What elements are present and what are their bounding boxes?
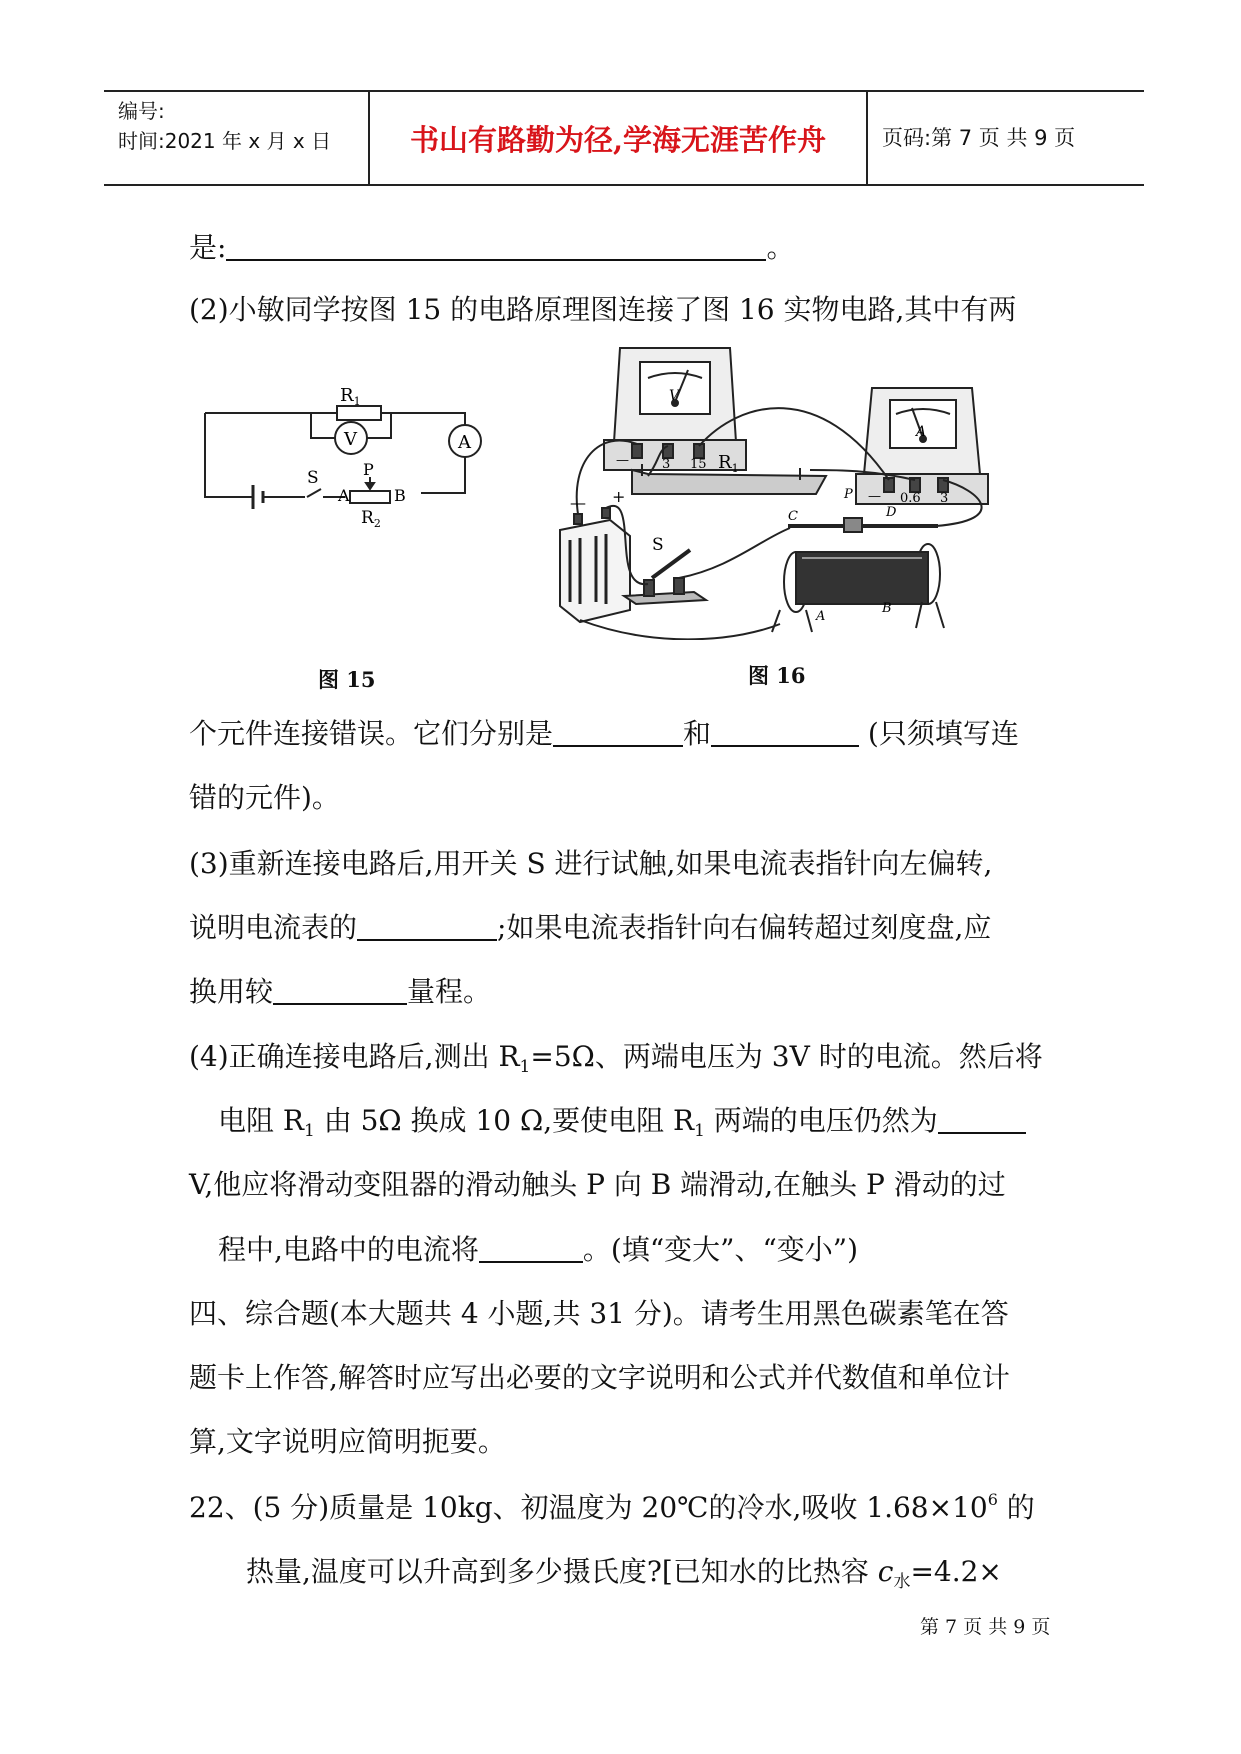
answer-blank <box>479 1237 583 1263</box>
fig15-end-a-label: A <box>338 486 350 505</box>
fig16-voltmeter-label: V <box>669 388 680 404</box>
fig15-label-r1: $R_1$ <box>340 385 361 408</box>
fig16-voltmeter-15: 15 <box>690 457 707 472</box>
text-line-12: 四、综合题(本大题共 4 小题,共 31 分)。请考生用黑色碳素笔在答 <box>189 1297 1009 1330</box>
header-page-info: 页码:第 7 页 共 9 页 <box>882 126 1076 150</box>
fig16-end-d-label: D <box>886 505 897 520</box>
fig16-voltmeter-minus: — <box>616 453 629 468</box>
text-line-6: 说明电流表的 ;如果电流表指针向右偏转超过刻度盘,应 <box>189 911 992 944</box>
text-line-5: (3)重新连接电路后,用开关 S 进行试触,如果电流表指针向左偏转, <box>189 847 993 880</box>
answer-blank <box>938 1108 1026 1134</box>
answer-blank <box>273 979 407 1005</box>
fig16-voltmeter-3: 3 <box>662 457 671 472</box>
fig16-label-r1: $R_1$ <box>718 452 739 475</box>
text-line-13: 题卡上作答,解答时应写出必要的文字说明和公式并代数值和单位计 <box>189 1361 1010 1394</box>
text-line-11: 程中,电路中的电流将 。(填“变大”、“变小”) <box>218 1233 859 1266</box>
fig16-end-c-label: C <box>788 509 798 524</box>
answer-blank <box>711 721 859 747</box>
fig16-ammeter-label: A <box>916 424 927 440</box>
text-line-9: 电阻 $R_1$ 由 5Ω 换成 10 Ω,要使电阻 $R_1$ 两端的电压仍然为 <box>218 1099 1026 1141</box>
fig16-caption: 图 16 <box>748 663 806 688</box>
fig15-caption: 图 15 <box>318 667 376 692</box>
text-line-4: 错的元件)。 <box>189 781 340 814</box>
text-line-2: (2)小敏同学按图 15 的电路原理图连接了图 16 实物电路,其中有两 <box>189 293 1017 326</box>
fig16-battery-minus: — <box>570 493 586 512</box>
text-line-7: 换用较 量程。 <box>189 975 492 1008</box>
fig16-switch-label: S <box>652 535 664 555</box>
fig16-ammeter-0-6: 0.6 <box>900 491 921 506</box>
answer-blank <box>357 915 497 941</box>
fig15-end-b-label: B <box>394 486 406 505</box>
header-motto: 书山有路勤为径,学海无涯苦作舟 <box>368 92 868 184</box>
page-header <box>104 90 1144 186</box>
header-time: 时间:2021 年 x 月 x 日 <box>118 129 332 153</box>
fig16-ammeter-3: 3 <box>940 491 949 506</box>
fig15-voltmeter-label: V <box>344 429 357 450</box>
fig16-end-a-label: A <box>816 609 826 624</box>
header-number: 编号: <box>118 99 165 123</box>
text-line-10: V,他应将滑动变阻器的滑动触头 P 向 B 端滑动,在触头 P 滑动的过 <box>189 1168 1006 1201</box>
answer-blank <box>553 721 683 747</box>
fig16-end-b-label: B <box>882 601 892 616</box>
text-line-3: 个元件连接错误。它们分别是 和 (只须填写连 <box>189 717 1019 750</box>
fig15-slider-label: P <box>363 460 374 479</box>
header-meta <box>118 96 368 156</box>
fig15-switch-label: S <box>307 468 319 488</box>
text-line-1: 是: 。 <box>189 231 795 264</box>
circuit-diagram-fig15 <box>195 385 495 595</box>
text-line-15: 22、(5 分)质量是 10kg、初温度为 20℃的冷水,吸收 $1.68\times 10^6$ 的 <box>189 1490 1035 1524</box>
fig16-ammeter-minus: — <box>868 489 881 504</box>
physical-circuit-fig16 <box>540 340 1045 640</box>
page-footer: 第 7 页 共 9 页 <box>920 1616 1051 1638</box>
answer-blank <box>226 235 766 261</box>
fig15-label-r2: $R_2$ <box>361 508 381 530</box>
fig16-slider-label: P <box>844 487 853 502</box>
fig15-ammeter-label: A <box>458 432 471 453</box>
fig16-battery-plus: + <box>612 487 626 506</box>
text-line-8: (4)正确连接电路后,测出 $R_1=5\Omega$、两端电压为 3V 时的电流。然后将 <box>189 1040 1043 1077</box>
text-line-16: 热量,温度可以升高到多少摄氏度?[已知水的比热容 $c_水=4.2\times$ <box>246 1555 1002 1592</box>
text-line-14: 算,文字说明应简明扼要。 <box>189 1425 506 1458</box>
